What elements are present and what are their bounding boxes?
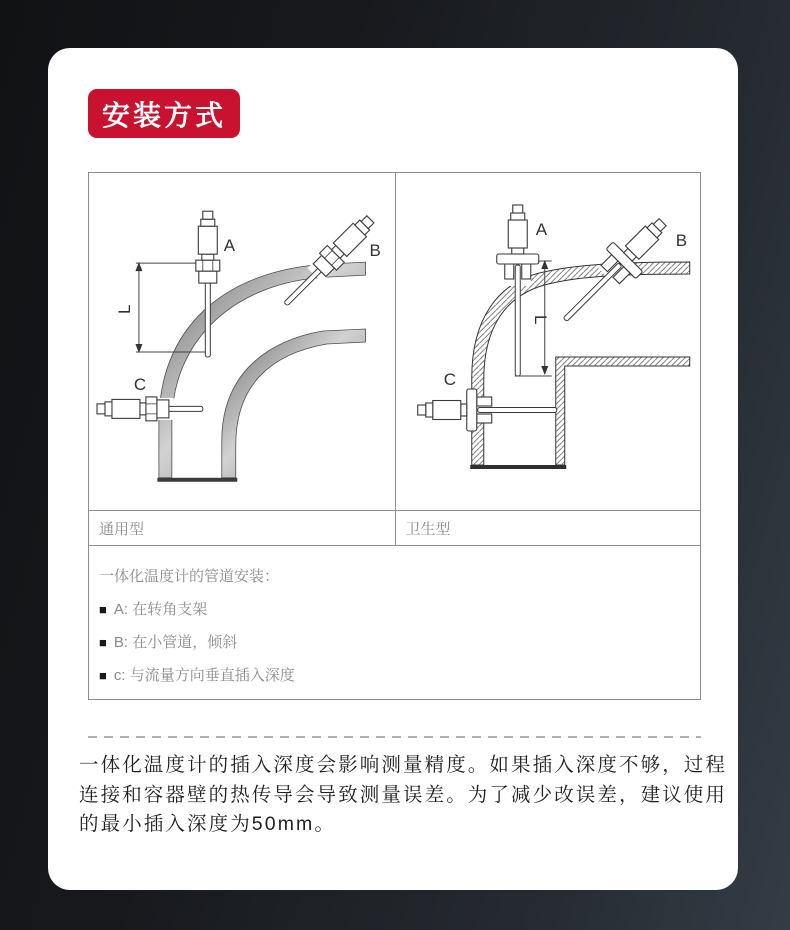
sensor-a	[496, 205, 538, 376]
note-item-b	[99, 626, 690, 659]
label-c: C	[443, 370, 456, 389]
sensor-b	[277, 211, 379, 313]
label-b: B	[369, 241, 381, 261]
note-item-a	[99, 593, 690, 626]
square-bullet-icon: ■	[99, 602, 107, 617]
note-item-a-text: A: 在转角支架	[113, 601, 208, 618]
caption-row	[89, 510, 700, 545]
diagram-general-type	[89, 173, 395, 510]
pipe-bottom-cap	[157, 478, 237, 482]
pipe-inner-wall	[222, 329, 366, 478]
vessel-bottom-cap	[470, 465, 566, 469]
installation-notes	[89, 545, 700, 699]
diagram-row	[89, 173, 700, 510]
insertion-depth-paragraph: 一体化温度计的插入深度会影响测量精度。如果插入深度不够，过程连接和容器壁的热传导会导致测量误差。为了减少改误差，建议使用的最小插入深度为50mm。	[79, 754, 728, 835]
sanitary-type-pipe-diagram	[396, 173, 701, 510]
vessel-step-wall	[555, 357, 689, 465]
label-b: B	[675, 231, 687, 250]
square-bullet-icon: ■	[99, 635, 107, 650]
square-bullet-icon: ■	[99, 668, 107, 683]
notes-title	[99, 560, 690, 593]
label-c: C	[133, 374, 147, 394]
dim-label-l: L	[114, 304, 134, 315]
caption-sanitary-label: 卫生型	[405, 520, 451, 538]
caption-general-type	[89, 511, 395, 545]
section-title: 安装方式	[101, 99, 226, 131]
label-a: A	[223, 236, 236, 256]
section-title-badge	[88, 89, 240, 138]
note-item-c	[99, 659, 690, 692]
caption-general-label: 通用型	[99, 520, 145, 538]
note-item-c-text: c: 与流量方向垂直插入深度	[113, 667, 295, 684]
sensor-c	[97, 397, 203, 421]
notes-title-text: 一体化温度计的管道安装：	[99, 568, 280, 585]
dim-label-l: L	[530, 315, 550, 325]
installation-figure-table	[88, 172, 701, 700]
caption-sanitary-type	[395, 511, 701, 545]
content-card	[48, 48, 738, 890]
label-a: A	[535, 220, 547, 239]
diagram-sanitary-type	[395, 173, 701, 510]
sensor-c	[417, 389, 556, 431]
dashed-divider	[88, 736, 701, 738]
note-item-b-text: B: 在小管道，倾斜	[113, 634, 238, 651]
general-type-pipe-diagram	[89, 173, 395, 510]
